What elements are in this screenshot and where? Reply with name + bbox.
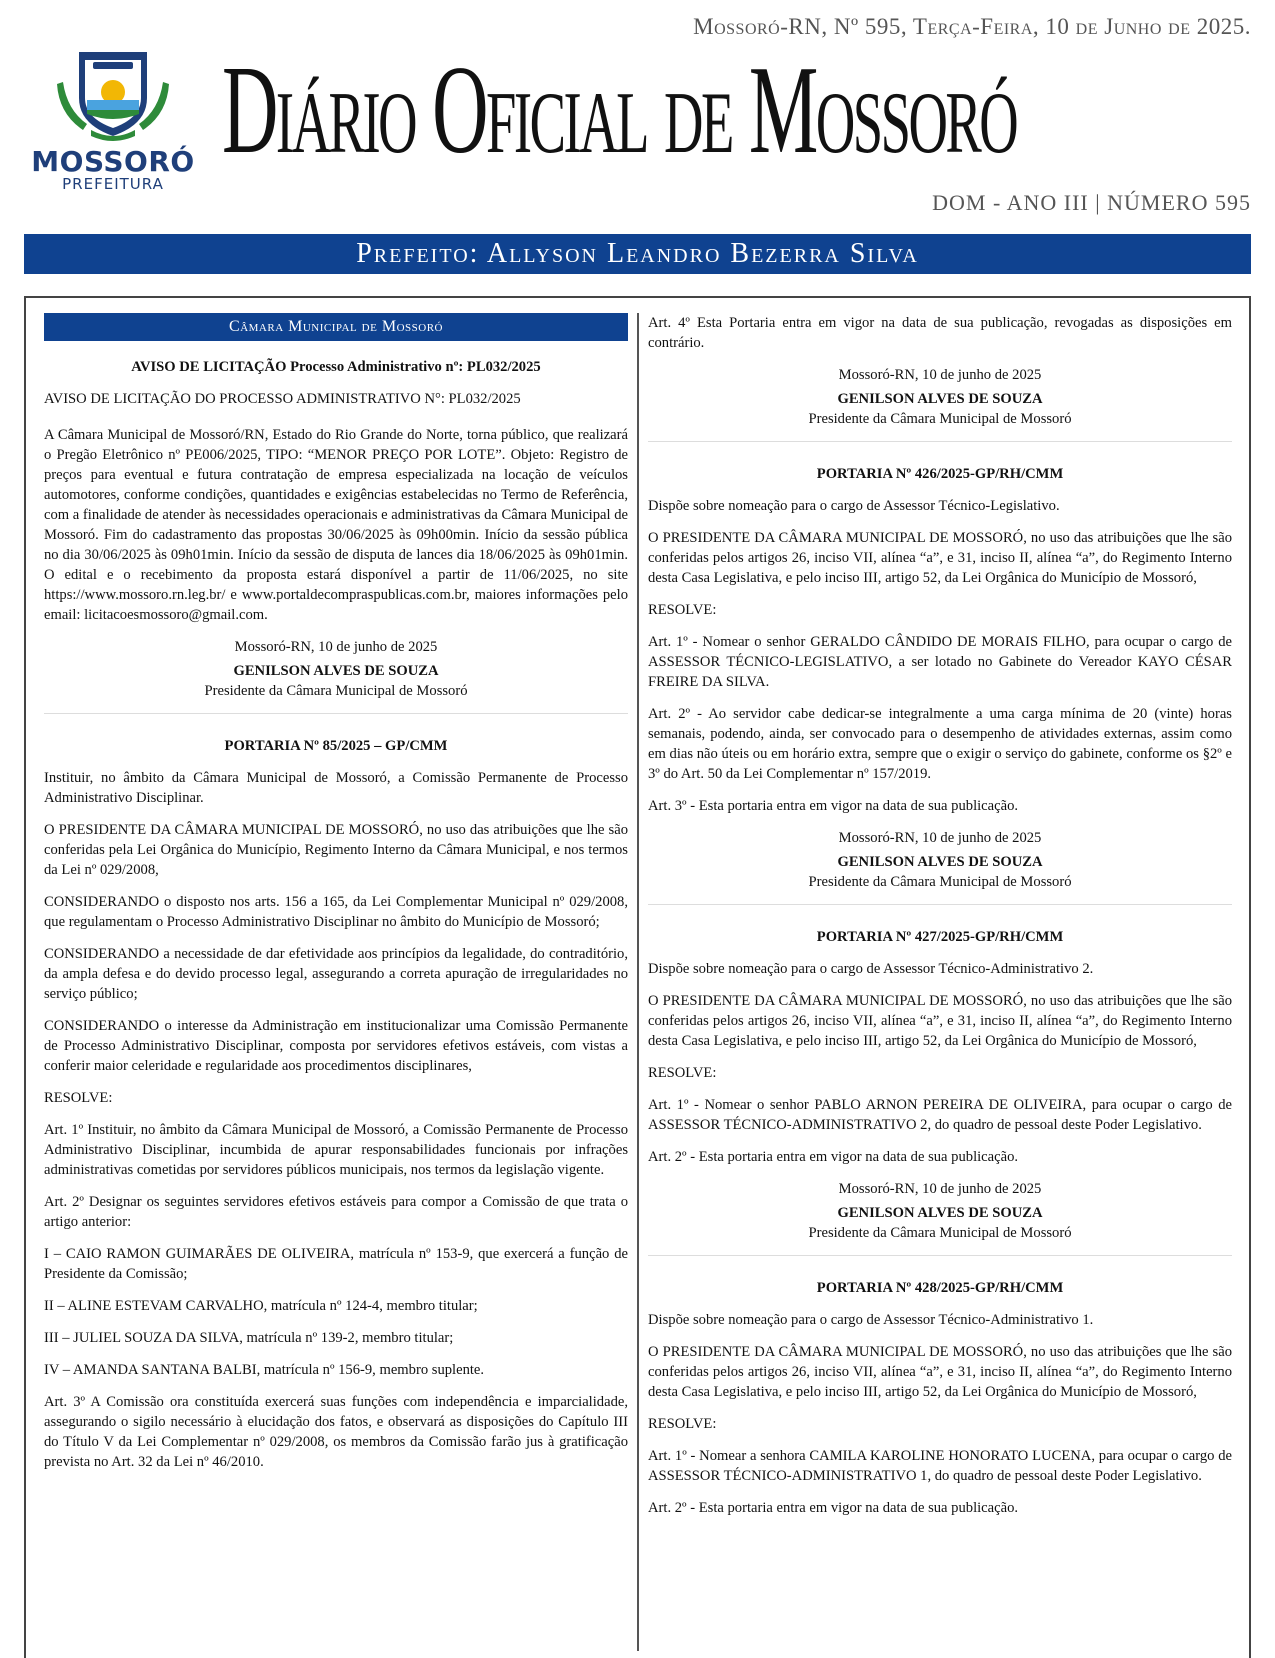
paragraph: I – CAIO RAMON GUIMARÃES DE OLIVEIRA, matrícula nº 153-9, que exercerá a função de Presidente da Comissão; bbox=[44, 1246, 628, 1282]
paragraph: Art. 2º - Esta portaria entra em vigor na data de sua publicação. bbox=[648, 1500, 1019, 1516]
paragraph: O PRESIDENTE DA CÂMARA MUNICIPAL DE MOSSORÓ, no uso das atribuições que lhe são conferidas pelos artigos 26, inciso VII, alínea “a”, e 31, inciso II, alínea “a”, do Regimento Interno desta Casa Legislativa, e pelo inciso III, artigo 52, da Lei Orgânica do Município de Mossoró, bbox=[648, 1344, 1232, 1400]
paragraph: O PRESIDENTE DA CÂMARA MUNICIPAL DE MOSSORÓ, no uso das atribuições que lhe são conferidas pelos artigos 26, inciso VII, alínea “a”, e 31, inciso II, alínea “a”, do Regimento Interno desta Casa Legislativa, e pelo inciso III, artigo 52, da Lei Orgânica do Município de Mossoró, bbox=[648, 993, 1232, 1049]
paragraph: RESOLVE: bbox=[648, 1065, 717, 1081]
place-date: Mossoró-RN, 10 de junho de 2025 bbox=[838, 1181, 1042, 1197]
portaria-85-title: PORTARIA Nº 85/2025 – GP/CMM bbox=[224, 738, 448, 754]
separator bbox=[44, 713, 628, 714]
paragraph: O PRESIDENTE DA CÂMARA MUNICIPAL DE MOSSORÓ, no uso das atribuições que lhe são conferidas pelos artigos 26, inciso VII, alínea “a”, e 31, inciso II, alínea “a”, do Regimento Interno desta Casa Legislativa, e pelo inciso III, artigo 52, da Lei Orgânica do Município de Mossoró, bbox=[648, 530, 1232, 586]
signer-role: Presidente da Câmara Municipal de Mossoró bbox=[808, 874, 1072, 890]
signer: GENILSON ALVES DE SOUZA bbox=[837, 854, 1043, 870]
signer-role: Presidente da Câmara Municipal de Mossoró bbox=[808, 411, 1072, 427]
portaria-427-title: PORTARIA Nº 427/2025-GP/RH/CMM bbox=[816, 929, 1064, 945]
paragraph: Art. 2º Designar os seguintes servidores efetivos estáveis para compor a Comissão de que trata o artigo anterior: bbox=[44, 1194, 628, 1230]
paragraph: Instituir, no âmbito da Câmara Municipal de Mossoró, a Comissão Permanente de Processo Administrativo Disciplinar. bbox=[44, 770, 628, 806]
paragraph: II – ALINE ESTEVAM CARVALHO, matrícula nº 124-4, membro titular; bbox=[44, 1298, 478, 1314]
paragraph: Art. 1º - Nomear o senhor PABLO ARNON PEREIRA DE OLIVEIRA, para ocupar o cargo de ASSESSOR TÉCNICO-ADMINISTRATIVO 2, do quadro de pessoal deste Poder Legislativo. bbox=[648, 1097, 1232, 1133]
paragraph: Art. 1º Instituir, no âmbito da Câmara Municipal de Mossoró, a Comissão Permanente de Processo Administrativo Disciplinar, incumbida de apurar responsabilidades funcionais por infrações administrativas cometidas por servidores públicos municipais, nos termos da legislação vigente. bbox=[44, 1122, 628, 1178]
paragraph: Art. 4º Esta Portaria entra em vigor na data de sua publicação, revogadas as disposições em contrário. bbox=[648, 315, 1232, 351]
left-column bbox=[44, 313, 628, 1484]
portaria-426-title: PORTARIA Nº 426/2025-GP/RH/CMM bbox=[816, 466, 1064, 482]
paragraph: Dispõe sobre nomeação para o cargo de Assessor Técnico-Administrativo 1. bbox=[648, 1312, 1094, 1328]
paragraph: O PRESIDENTE DA CÂMARA MUNICIPAL DE MOSSORÓ, no uso das atribuições que lhe são conferidas pela Lei Orgânica do Município, Regimento Interno da Câmara Municipal, e nos termos da Lei nº 029/2008, bbox=[44, 822, 628, 878]
masthead-title: Diário Oficial de Mossoró bbox=[222, 41, 1017, 180]
signer: GENILSON ALVES DE SOUZA bbox=[837, 1205, 1043, 1221]
aviso-signer-role: Presidente da Câmara Municipal de Mossoró bbox=[204, 683, 468, 699]
logo-subtitle: PREFEITURA bbox=[62, 175, 164, 193]
column-divider bbox=[637, 313, 639, 1651]
dom-year-number: DOM - ANO III | NÚMERO 595 bbox=[932, 190, 1251, 215]
issue-dateline: Mossoró-RN, Nº 595, Terça-Feira, 10 de Junho de 2025. bbox=[693, 14, 1251, 39]
paragraph: Dispõe sobre nomeação para o cargo de Assessor Técnico-Legislativo. bbox=[648, 498, 1060, 514]
place-date: Mossoró-RN, 10 de junho de 2025 bbox=[838, 830, 1042, 846]
section-header: Câmara Municipal de Mossoró bbox=[44, 313, 628, 341]
paragraph: Art. 1º - Nomear o senhor GERALDO CÂNDIDO DE MORAIS FILHO, para ocupar o cargo de ASSESSOR TÉCNICO-LEGISLATIVO, a ser lotado no Gabinete do Vereador KAYO CÉSAR FREIRE DA SILVA. bbox=[648, 634, 1232, 690]
paragraph: CONSIDERANDO o disposto nos arts. 156 a 165, da Lei Complementar Municipal nº 029/2008, que regulamentam o Processo Administrativo Disciplinar no âmbito do Município de Mossoró; bbox=[44, 894, 628, 930]
paragraph: CONSIDERANDO o interesse da Administração em institucionalizar uma Comissão Permanente de Processo Administrativo Disciplinar, composta por servidores efetivos estáveis, com vistas a conferir maior celeridade e regularidade aos procedimentos disciplinares, bbox=[44, 1018, 628, 1074]
place-date: Mossoró-RN, 10 de junho de 2025 bbox=[838, 367, 1042, 383]
paragraph: III – JULIEL SOUZA DA SILVA, matrícula nº 139-2, membro titular; bbox=[44, 1330, 454, 1346]
paragraph: CONSIDERANDO a necessidade de dar efetividade aos princípios da legalidade, do contraditório, da ampla defesa e do devido processo legal, assegurando a correta apuração de irregularidades no serviço público; bbox=[44, 946, 628, 1002]
separator bbox=[648, 1255, 1232, 1256]
paragraph: Art. 3º - Esta portaria entra em vigor na data de sua publicação. bbox=[648, 798, 1019, 814]
aviso-place-date: Mossoró-RN, 10 de junho de 2025 bbox=[234, 639, 438, 655]
aviso-signer: GENILSON ALVES DE SOUZA bbox=[233, 663, 439, 679]
paragraph: RESOLVE: bbox=[648, 602, 717, 618]
separator bbox=[648, 441, 1232, 442]
mayor-banner: Prefeito: Allyson Leandro Bezerra Silva bbox=[24, 234, 1251, 274]
paragraph: RESOLVE: bbox=[648, 1416, 717, 1432]
aviso-body: A Câmara Municipal de Mossoró/RN, Estado do Rio Grande do Norte, torna público, que realizará o Pregão Eletrônico nº PE006/2025, TIPO: “MENOR PREÇO POR LOTE”. Objeto: Registro de preços para eventual e futura contratação de empresa especializada na locação de veículos automotores, conforme condições, quantidades e exigências estabelecidas no Termo de Referência, com a finalidade de atender às necessidades operacionais e administrativas da Câmara Municipal de Mossoró. Fim do cadastramento das propostas 30/06/2025 às 09h00min. Início da sessão pública no dia 30/06/2025 às 09h01min. Início da sessão de disputa de lances dia 18/06/2025 às 09h01min. O edital e o recebimento da proposta estará disponível a partir de 11/06/2025, no site https://www.mossoro.rn.leg.br/ e www.portaldecompraspublicas.com.br, maiores informações pelo email: licitacoesmossoro@gmail.com. bbox=[44, 427, 628, 623]
portaria-428-title: PORTARIA Nº 428/2025-GP/RH/CMM bbox=[816, 1280, 1064, 1296]
paragraph: IV – AMANDA SANTANA BALBI, matrícula nº 156-9, membro suplente. bbox=[44, 1362, 485, 1378]
paragraph: Art. 3º A Comissão ora constituída exercerá suas funções com independência e imparcialidade, assegurando o sigilo necessário à elucidação dos fatos, e observará as disposições do Capítulo III do Título V da Lei Complementar nº 029/2008, os membros da Comissão farão jus à gratificação prevista no Art. 32 da Lei nº 46/2010. bbox=[44, 1394, 628, 1470]
aviso-title: AVISO DE LICITAÇÃO Processo Administrativo nº: PL032/2025 bbox=[131, 359, 541, 375]
right-column bbox=[648, 313, 1232, 1530]
signer: GENILSON ALVES DE SOUZA bbox=[837, 391, 1043, 407]
separator bbox=[648, 904, 1232, 905]
logo-city-name: MOSSORÓ bbox=[31, 145, 195, 178]
paragraph: Dispõe sobre nomeação para o cargo de Assessor Técnico-Administrativo 2. bbox=[648, 961, 1094, 977]
signer-role: Presidente da Câmara Municipal de Mossoró bbox=[808, 1225, 1072, 1241]
paragraph: Art. 2º - Ao servidor cabe dedicar-se integralmente a uma carga mínima de 20 (vinte) horas semanais, podendo, ainda, ser convocado para o desempenho de atividades externas, assim como em dias não úteis ou em horário extra, sempre que o exigir o serviço do gabinete, conforme os §2º e 3º do Art. 50 da Lei Complementar nº 157/2019. bbox=[648, 706, 1232, 782]
paragraph: Art. 2º - Esta portaria entra em vigor na data de sua publicação. bbox=[648, 1149, 1019, 1165]
coat-of-arms-icon bbox=[53, 44, 173, 144]
prefeitura-logo bbox=[24, 44, 202, 204]
aviso-subtitle: AVISO DE LICITAÇÃO DO PROCESSO ADMINISTRATIVO N°: PL032/2025 bbox=[44, 391, 521, 407]
paragraph: RESOLVE: bbox=[44, 1090, 113, 1106]
paragraph: Art. 1º - Nomear a senhora CAMILA KAROLINE HONORATO LUCENA, para ocupar o cargo de ASSESSOR TÉCNICO-ADMINISTRATIVO 1, do quadro de pessoal deste Poder Legislativo. bbox=[648, 1448, 1232, 1484]
